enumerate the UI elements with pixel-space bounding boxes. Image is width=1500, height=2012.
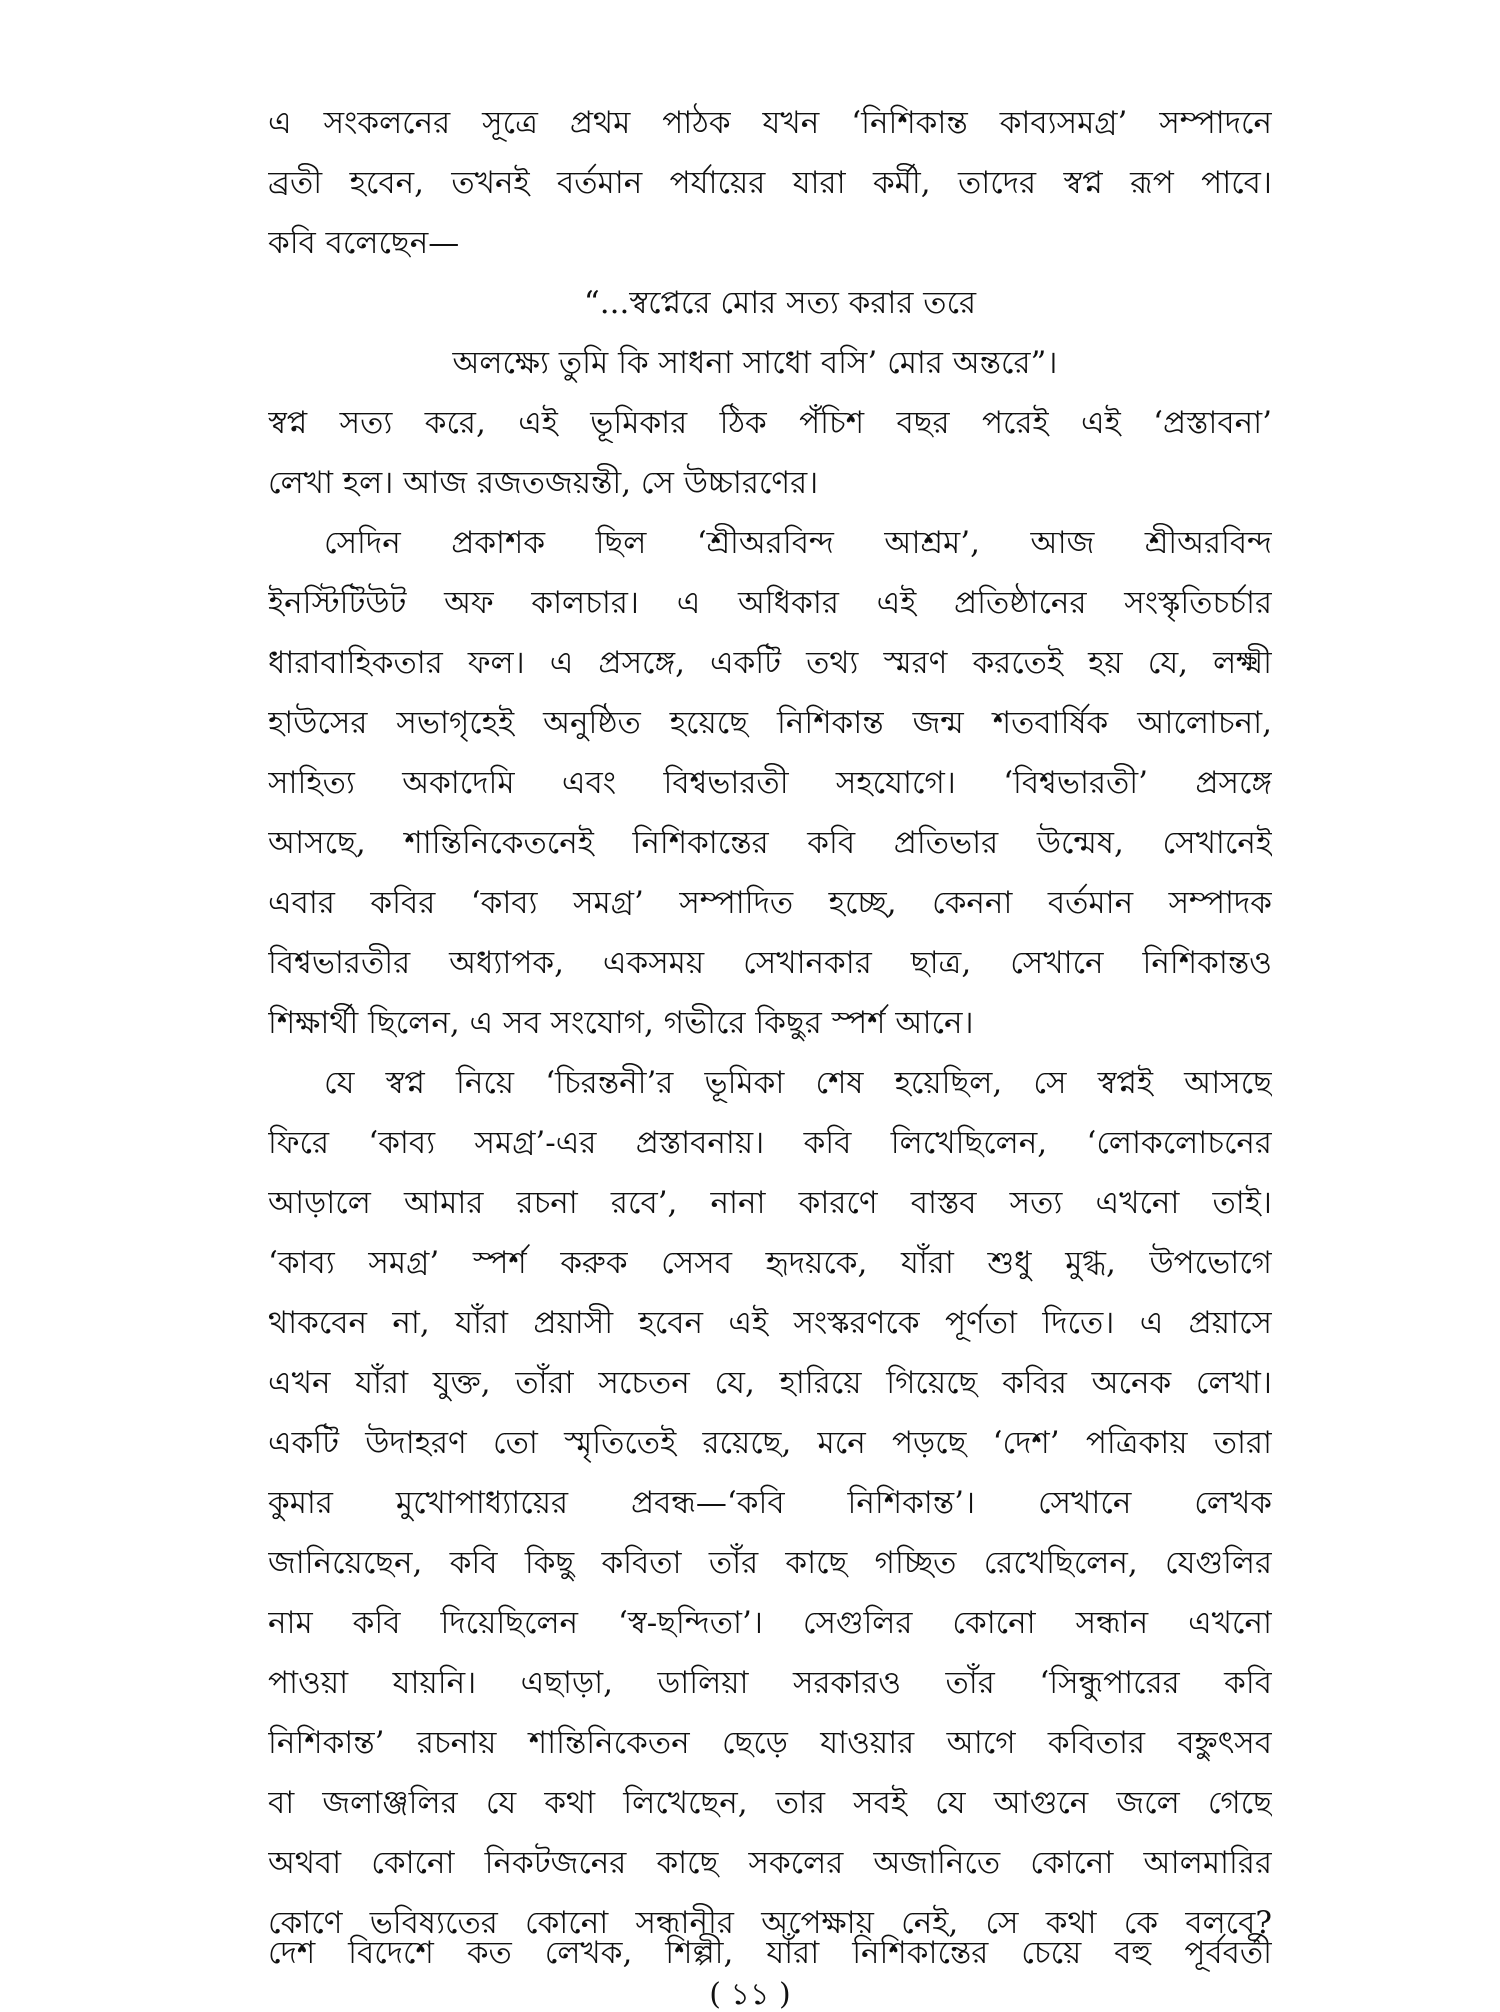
text-line: পাওয়া যায়নি। এছাড়া, ডালিয়া সরকারও তাঁর ‘সিন্ধুপারের কবি bbox=[268, 1665, 1272, 1701]
text-line: লেখা হল। আজ রজতজয়ন্তী, সে উচ্চারণের। bbox=[268, 465, 819, 501]
paragraph-first-line: সেদিন প্রকাশক ছিল ‘শ্রীঅরবিন্দ আশ্রম’, আজ শ্রীঅরবিন্দ bbox=[324, 525, 1272, 561]
text-line: ‘কাব্য সমগ্র’ স্পর্শ করুক সেসব হৃদয়কে, যাঁরা শুধু মুগ্ধ, উপভোগে bbox=[268, 1245, 1272, 1281]
text-line: কুমার মুখোপাধ্যায়ের প্রবন্ধ—‘কবি নিশিকান্ত’। সেখানে লেখক bbox=[268, 1485, 1272, 1521]
verse-line: অলক্ষ্যে তুমি কি সাধনা সাধো বসি’ মোর অন্তরে”। bbox=[452, 345, 1058, 381]
text-line: থাকবেন না, যাঁরা প্রয়াসী হবেন এই সংস্করণকে পূর্ণতা দিতে। এ প্রয়াসে bbox=[268, 1305, 1272, 1341]
text-line: আড়ালে আমার রচনা রবে’, নানা কারণে বাস্তব সত্য এখনো তাই। bbox=[268, 1185, 1272, 1221]
text-line: কোণে ভবিষ্যতের কোনো সন্ধানীর অপেক্ষায় নেই, সে কথা কে বলবে? bbox=[268, 1905, 1272, 1941]
text-line: বিশ্বভারতীর অধ্যাপক, একসময় সেখানকার ছাত্র, সেখানে নিশিকান্তও bbox=[268, 945, 1272, 981]
text-line: স্বপ্ন সত্য করে, এই ভূমিকার ঠিক পঁচিশ বছর পরেই এই ‘প্রস্তাবনা’ bbox=[268, 405, 1272, 441]
text-line: বা জলাঞ্জলির যে কথা লিখেছেন, তার সবই যে আগুনে জলে গেছে bbox=[268, 1785, 1272, 1821]
text-line: নাম কবি দিয়েছিলেন ‘স্ব-ছন্দিতা’। সেগুলির কোনো সন্ধান এখনো bbox=[268, 1605, 1272, 1641]
verse-line: “...স্বপ্নেরে মোর সত্য করার তরে bbox=[583, 285, 977, 321]
text-line: এ সংকলনের সূত্রে প্রথম পাঠক যখন ‘নিশিকান্ত কাব্যসমগ্র’ সম্পাদনে bbox=[268, 105, 1272, 141]
text-line: আসছে, শান্তিনিকেতনেই নিশিকান্তের কবি প্রতিভার উন্মেষ, সেখানেই bbox=[268, 825, 1272, 861]
page-number: ( ১১ ) bbox=[709, 1977, 791, 2012]
text-line: ব্রতী হবেন, তখনই বর্তমান পর্যায়ের যারা কর্মী, তাদের স্বপ্ন রূপ পাবে। bbox=[268, 165, 1272, 201]
text-line: হাউসের সভাগৃহেই অনুষ্ঠিত হয়েছে নিশিকান্ত জন্ম শতবার্ষিক আলোচনা, bbox=[268, 705, 1272, 741]
text-line: নিশিকান্ত’ রচনায় শান্তিনিকেতন ছেড়ে যাওয়ার আগে কবিতার বহ্নুৎসব bbox=[268, 1725, 1272, 1761]
text-line: জানিয়েছেন, কবি কিছু কবিতা তাঁর কাছে গচ্ছিত রেখেছিলেন, যেগুলির bbox=[268, 1545, 1272, 1581]
text-line: অথবা কোনো নিকটজনের কাছে সকলের অজানিতে কোনো আলমারির bbox=[268, 1845, 1272, 1881]
text-line: দেশ বিদেশে কত লেখক, শিল্পী, যাঁরা নিশিকান্তের চেয়ে বহু পূর্ববর্তী bbox=[268, 1935, 1272, 1971]
text-line: শিক্ষার্থী ছিলেন, এ সব সংযোগ, গভীরে কিছুর স্পর্শ আনে। bbox=[268, 1005, 974, 1041]
text-line: ফিরে ‘কাব্য সমগ্র’-এর প্রস্তাবনায়। কবি লিখেছিলেন, ‘লোকলোচনের bbox=[268, 1125, 1272, 1161]
text-line: এখন যাঁরা যুক্ত, তাঁরা সচেতন যে, হারিয়ে গিয়েছে কবির অনেক লেখা। bbox=[268, 1365, 1272, 1401]
text-line: সাহিত্য অকাদেমি এবং বিশ্বভারতী সহযোগে। ‘বিশ্বভারতী’ প্রসঙ্গে bbox=[268, 765, 1272, 801]
text-line: ইনস্টিটিউট অফ কালচার। এ অধিকার এই প্রতিষ্ঠানের সংস্কৃতিচর্চার bbox=[268, 585, 1272, 621]
text-line: একটি উদাহরণ তো স্মৃতিতেই রয়েছে, মনে পড়ছে ‘দেশ’ পত্রিকায় তারা bbox=[268, 1425, 1272, 1461]
paragraph-first-line: যে স্বপ্ন নিয়ে ‘চিরন্তনী’র ভূমিকা শেষ হয়েছিল, সে স্বপ্নই আসছে bbox=[324, 1065, 1272, 1101]
text-line: ধারাবাহিকতার ফল। এ প্রসঙ্গে, একটি তথ্য স্মরণ করতেই হয় যে, লক্ষ্মী bbox=[268, 645, 1272, 681]
text-line: এবার কবির ‘কাব্য সমগ্র’ সম্পাদিত হচ্ছে, কেননা বর্তমান সম্পাদক bbox=[268, 885, 1272, 921]
text-line: কবি বলেছেন— bbox=[268, 225, 460, 261]
